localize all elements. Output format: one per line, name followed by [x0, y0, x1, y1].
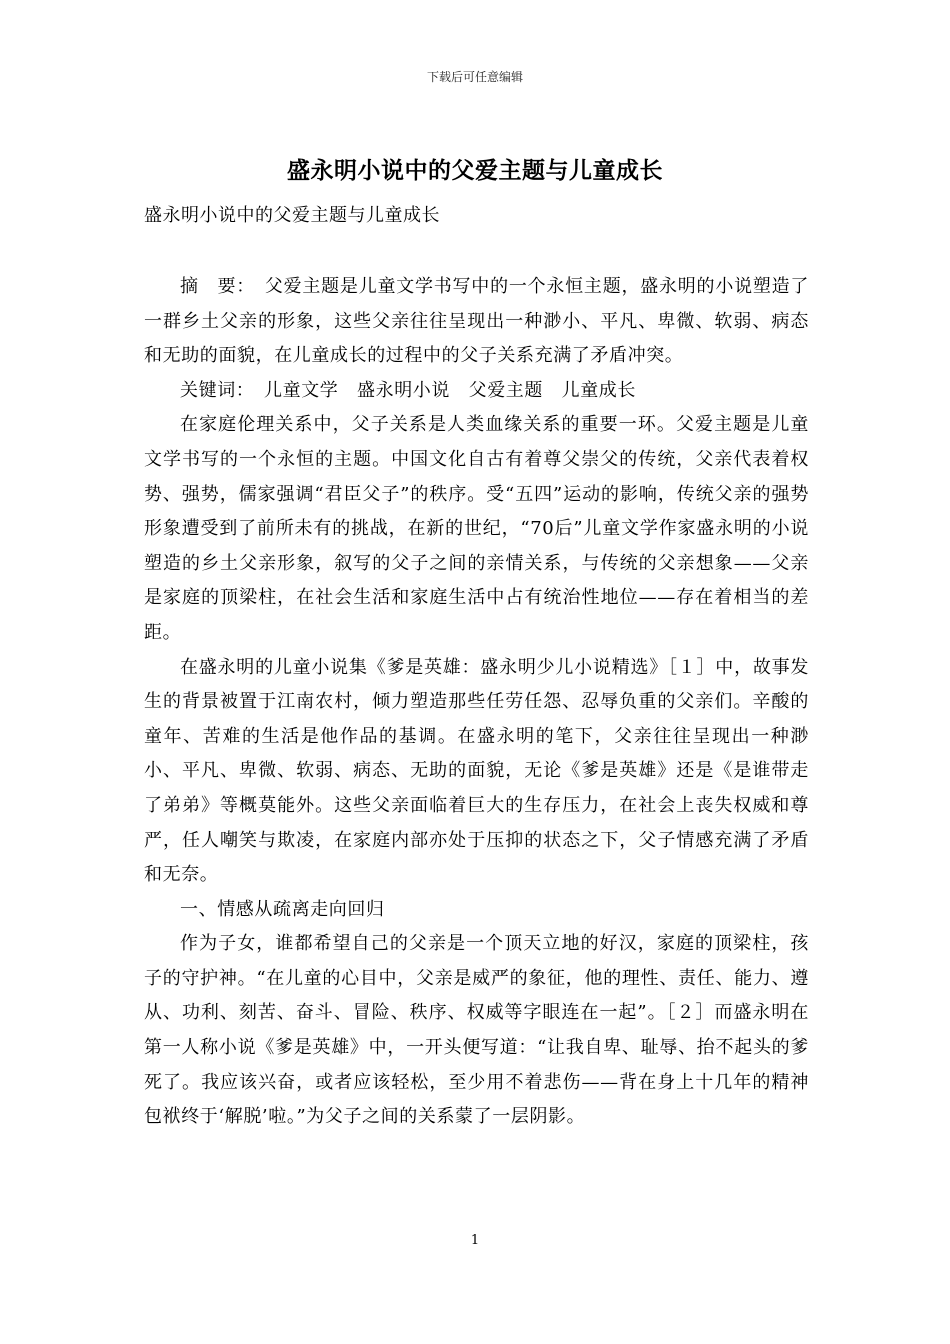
abstract-paragraph: [144, 270, 809, 374]
abstract-text: 父爱主题是儿童文学书写中的一个永恒主题，盛永明的小说塑造了一群乡土父亲的形象，这些父亲往往呈现出一种渺小、平凡、卑微、软弱、病态和无助的面貌，在儿童成长的过程中的父子关系充满了矛盾冲突。: [144, 276, 809, 367]
document-subtitle: 盛永明小说中的父爱主题与儿童成长: [144, 205, 440, 226]
body-paragraph: 作为子女，谁都希望自己的父亲是一个顶天立地的好汉，家庭的顶梁柱，孩子的守护神。“在儿童的心目中，父亲是威严的象征，他的理性、责任、能力、遵从、功利、刻苦、奋斗、冒险、秩序、权威等字眼连在一起”。［２］而盛永明在第一人称小说《爹是英雄》中，一开头便写道：“让我自卑、耻辱、抬不起头的爹死了。我应该兴奋，或者应该轻松，至少用不着悲伤——背在身上十几年的精神包袱终于‘解脱’啦。”为父子之间的关系蒙了一层阴影。: [144, 933, 809, 1128]
abstract-label: 摘 要：: [180, 276, 247, 297]
keywords-paragraph: [144, 374, 809, 409]
body-paragraph: 在家庭伦理关系中，父子关系是人类血缘关系的重要一环。父爱主题是儿童文学书写的一个永恒的主题。中国文化自古有着尊父崇父的传统，父亲代表着权势、强势，儒家强调“君臣父子”的秩序。受“五四”运动的影响，传统父亲的强势形象遭受到了前所未有的挑战，在新的世纪，“70后”儿童文学作家盛永明的小说塑造的乡土父亲形象，叙写的父子之间的亲情关系，与传统的父亲想象——父亲是家庭的顶梁柱，在社会生活和家庭生活中占有统治性地位——存在着相当的差距。: [144, 414, 809, 643]
document-title: 盛永明小说中的父爱主题与儿童成长: [287, 158, 663, 184]
header-note: 下载后可任意编辑: [426, 70, 523, 84]
page-number: 1: [470, 1233, 480, 1248]
keywords-label: 关键词：: [180, 379, 246, 401]
document-body: [144, 270, 809, 1135]
body-paragraph: 在盛永明的儿童小说集《爹是英雄：盛永明少儿小说精选》［１］中，故事发生的背景被置于江南农村，倾力塑造那些任劳任怨、忍辱负重的父亲们。辛酸的童年、苦难的生活是他作品的基调。在盛永明的笔下，父亲往往呈现出一种渺小、平凡、卑微、软弱、病态、无助的面貌，无论《爹是英雄》还是《是谁带走了弟弟》等概莫能外。这些父亲面临着巨大的生存压力，在社会上丧失权威和尊严，任人嘲笑与欺凌，在家庭内部亦处于压抑的状态之下，父子情感充满了矛盾和无奈。: [144, 656, 809, 886]
section-heading: 一、情感从疏离走向回归: [180, 898, 385, 920]
keywords-text: 儿童文学 盛永明小说 父爱主题 儿童成长: [245, 379, 637, 401]
